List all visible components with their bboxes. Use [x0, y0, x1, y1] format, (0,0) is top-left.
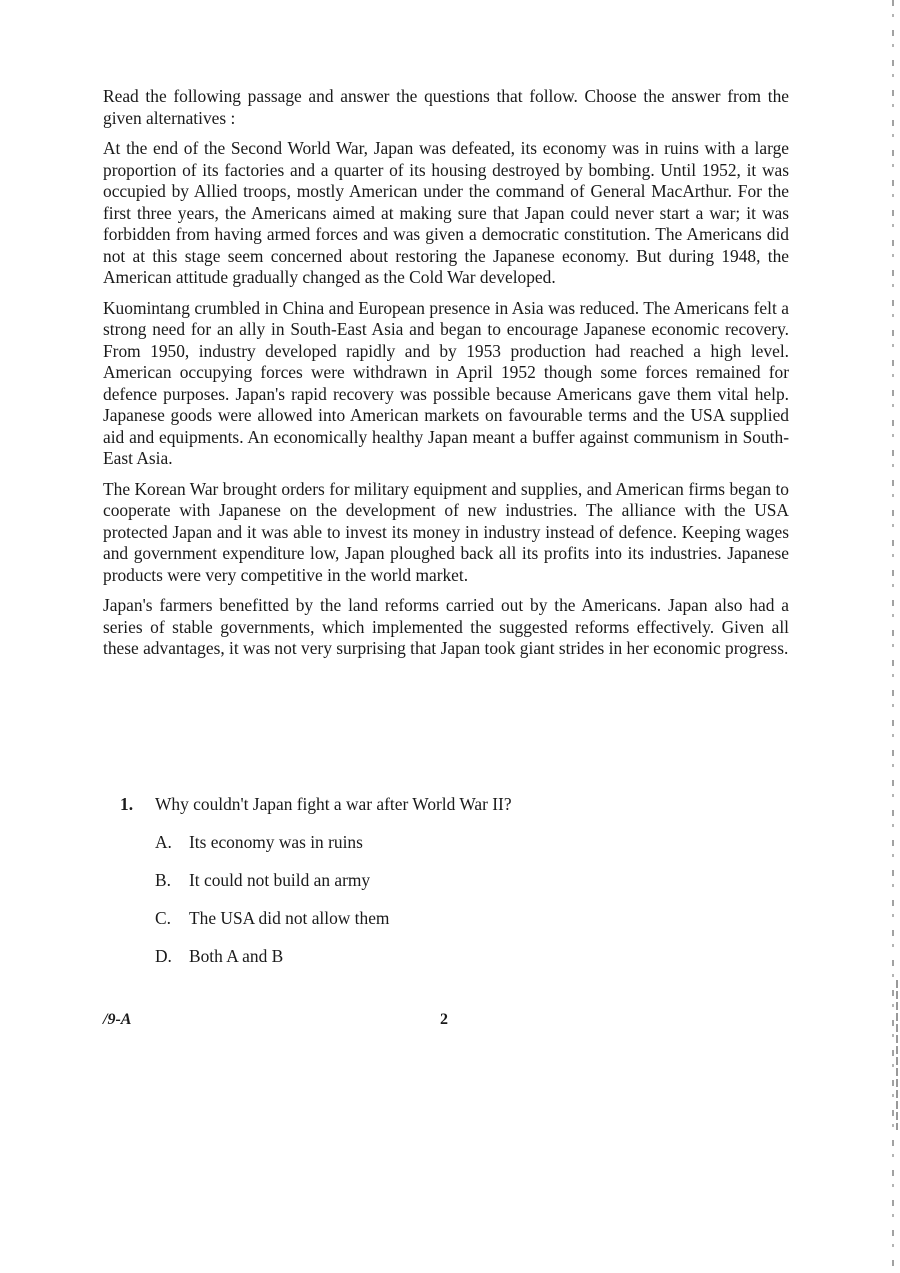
option-text: Both A and B: [189, 946, 284, 966]
option-text: Its economy was in ruins: [189, 832, 363, 852]
question-text: Why couldn't Japan fight a war after World War II?: [155, 794, 512, 814]
question-number: 1.: [120, 794, 134, 814]
paper-code: /9-A: [103, 1011, 132, 1028]
option-a: [155, 831, 720, 853]
passage-paragraph-1: At the end of the Second World War, Japan was defeated, its economy was in ruins with a large proportion of its factories and a quarter of its housing destroyed by bombing. Until 1952, it was occupied by Allied troops, mostly American under the command of General MacArthur. For the first three years, the Americans aimed at making sure that Japan could never start a war; it was forbidden from having armed forces and was given a democratic constitution. The Americans did not at this stage seem concerned about restoring the Japanese economy. But during 1948, the American attitude gradually changed as the Cold War developed.: [103, 138, 789, 287]
option-letter: B.: [155, 870, 171, 890]
passage-paragraph-3: The Korean War brought orders for military equipment and supplies, and American firms began to cooperate with Japanese on the development of new industries. The alliance with the USA protected Japan and it was able to invest its money in industry instead of defence. Keeping wages and government expenditure low, Japan ploughed back all its profits into its industries. Japanese products were very competitive in the world market.: [103, 478, 789, 585]
option-d: [155, 945, 720, 967]
answer-options: [155, 831, 720, 967]
page-number: 2: [440, 1011, 448, 1028]
option-text: The USA did not allow them: [189, 908, 390, 928]
passage-paragraph-4: Japan's farmers benefitted by the land reforms carried out by the Americans. Japan also had a series of stable governments, which implemented the suggested reforms effectively. Given all these advantages, it was not very surprising that Japan took giant strides in her economic progress.: [103, 595, 789, 658]
question-1: [120, 793, 720, 815]
scan-edge-artifact: [892, 0, 894, 1273]
scan-edge-artifact-lower: [896, 980, 898, 1130]
option-b: [155, 869, 720, 891]
option-letter: C.: [155, 908, 171, 928]
option-letter: D.: [155, 946, 172, 966]
option-text: It could not build an army: [189, 870, 371, 890]
instructions: Read the following passage and answer the questions that follow. Choose the answer from the given alternatives :: [103, 86, 789, 128]
question-block: [120, 793, 720, 983]
passage-paragraph-2: Kuomintang crumbled in China and European presence in Asia was reduced. The Americans felt a strong need for an ally in South-East Asia and began to encourage Japanese economic recovery. From 1950, industry developed rapidly and by 1953 production had reached a high level. American occupying forces were withdrawn in April 1952 though some forces remained for defence purposes. Japan's rapid recovery was possible because Americans gave them vital help. Japanese goods were allowed into American markets on favourable terms and the USA supplied aid and equipments. An economically healthy Japan meant a buffer against communism in South-East Asia.: [103, 297, 789, 468]
option-letter: A.: [155, 832, 172, 852]
option-c: [155, 907, 720, 929]
reading-passage: [103, 86, 789, 669]
